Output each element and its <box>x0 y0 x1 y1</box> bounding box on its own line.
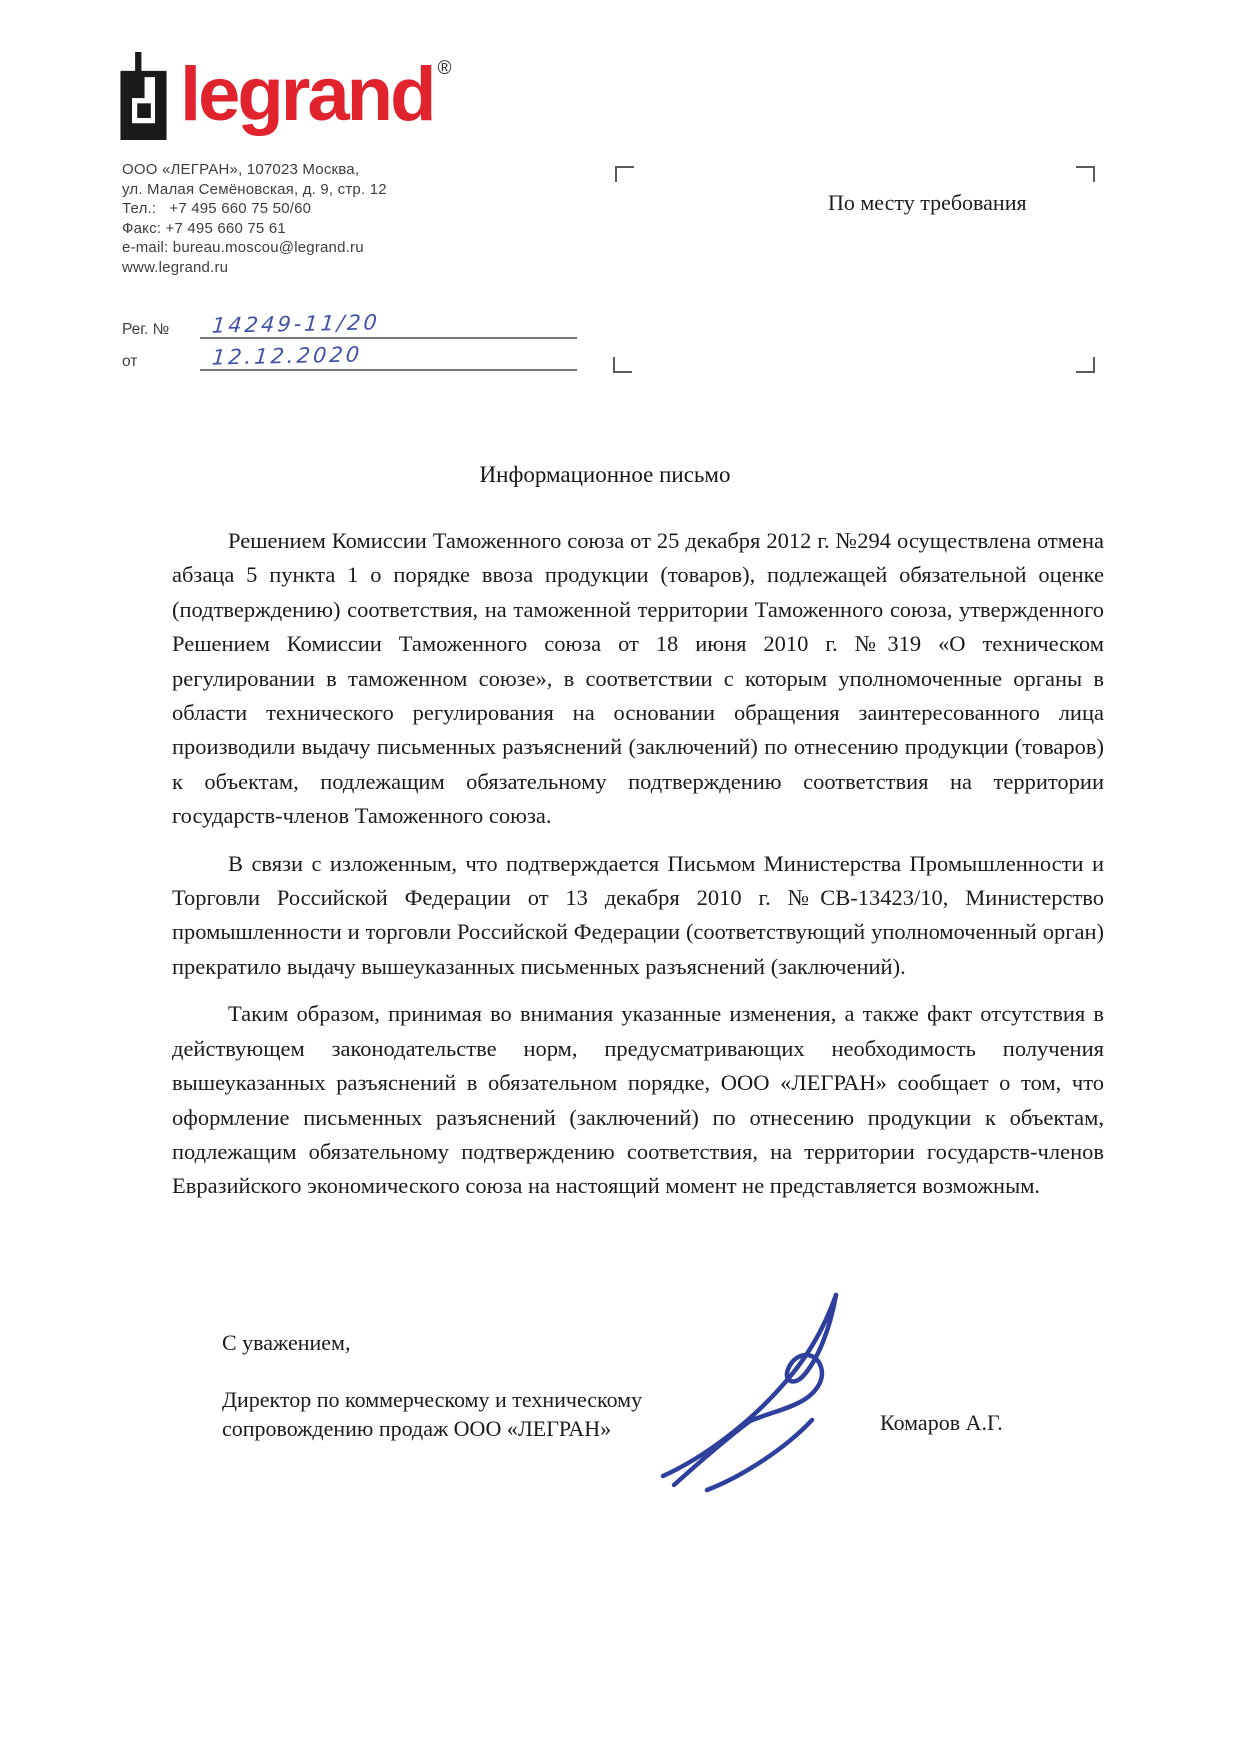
letterhead-address <box>122 160 387 277</box>
brand-wordmark: legrand <box>180 52 434 137</box>
registration-number-row <box>122 312 577 339</box>
address-line-phone: Тел.: +7 495 660 75 50/60 <box>122 200 312 217</box>
recipient-line: По месту требования <box>828 190 1027 215</box>
registration-date-handwritten-value: 12.12.2020 <box>211 342 364 370</box>
address-window-corner-top-right <box>1076 166 1095 182</box>
signer-name: Комаров А.Г. <box>880 1410 1003 1435</box>
registered-trademark-symbol: ® <box>437 58 452 79</box>
signer-position <box>222 1386 642 1443</box>
legrand-logo-icon <box>120 52 167 140</box>
registration-date-label: от <box>122 353 138 370</box>
letter-body <box>172 524 1104 1217</box>
paragraph: Решением Комиссии Таможенного союза от 25 декабря 2012 г. №294 осуществлена отмена абзаца 5 пункта 1 о порядке ввоза продукции (товаров), подлежащей обязательной оценке (подтверждению) соответствия, на таможенной территории Таможенного союза, утвержденного Решением Комиссии Таможенного союза от 18 июня 2010 г. №319 «О техническом регулировании в таможенном союзе», в соответствии с которым уполномоченные органы в области технического регулирования на основании обращения заинтересованного лица производили выдачу письменных разъяснений (заключений) по отнесению продукции (товаров) к объектам, подлежащим обязательному подтверждению соответствия на территории государств-членов Таможенного союза. <box>172 528 1104 829</box>
closing-salutation: С уважением, <box>222 1330 351 1355</box>
address-window-corner-bottom-right <box>1076 357 1095 373</box>
signer-position-line: сопровождению продаж ООО «ЛЕГРАН» <box>222 1415 612 1441</box>
address-line-email: e-mail: bureau.moscou@legrand.ru <box>122 239 364 256</box>
address-line: ул. Малая Семёновская, д. 9, стр. 12 <box>122 180 387 198</box>
paragraph: Таким образом, принимая во внимания указанные изменения, а также факт отсутствия в действующем законодательстве норм, предусматривающих необходимость получения вышеуказанных разъяснений в обязательном порядке, ООО «ЛЕГРАН» сообщает о том, что оформление письменных разъяснений (заключений) по отнесению продукции к объектам, подлежащим обязательному подтверждению соответствия, на территории государств-членов Евразийского экономического союза на настоящий момент не представляется возможным. <box>172 1001 1104 1199</box>
legrand-logo <box>120 52 452 140</box>
signature-autograph <box>645 1282 883 1494</box>
address-line-fax: Факс: +7 495 660 75 61 <box>122 219 286 237</box>
registration-date-row <box>122 344 577 371</box>
paragraph: В связи с изложенным, что подтверждается Письмом Министерства Промышленности и Торговли Российской Федерации от 13 декабря 2010 г. №СВ-13423/10, Министерство промышленности и торговли Российской Федерации (соответствующий уполномоченный орган) прекратило выдачу вышеуказанных письменных разъяснений (заключений). <box>172 850 1104 979</box>
letter-title: Информационное письмо <box>479 462 731 487</box>
registration-number-handwritten-value: 14249-11/20 <box>211 310 381 338</box>
address-line-website: www.legrand.ru <box>122 258 229 276</box>
address-window-corner-top-left <box>615 166 634 182</box>
registration-date-line <box>200 344 577 371</box>
address-window-corner-bottom-left <box>613 357 632 373</box>
registration-number-line <box>200 312 577 339</box>
signer-position-line: Директор по коммерческому и техническому <box>222 1387 643 1412</box>
address-line: ООО «ЛЕГРАН», 107023 Москва, <box>122 161 360 178</box>
registration-number-label: Рег. № <box>122 321 170 338</box>
